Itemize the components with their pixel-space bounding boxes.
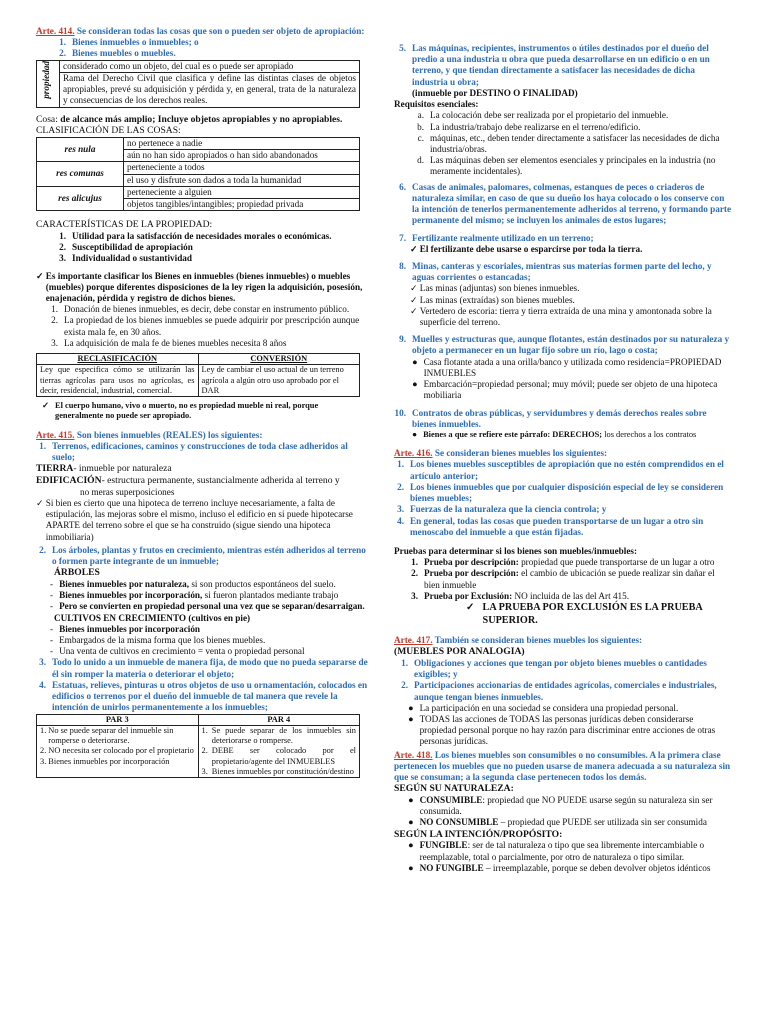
list-item: 3. Individualidad o sustantividad: [59, 253, 193, 264]
check-item: ✓ Las minas (adjuntas) son bienes inmuebles.: [410, 283, 580, 294]
list-item: 1. Utilidad para la satisfacción de necesidades morales o económicas.: [59, 230, 332, 241]
article-417-list: [394, 658, 732, 703]
bullet-item: ● Bienes a que se refiere este párrafo: DERECHOS; los derechos a los contratos: [412, 430, 697, 439]
table-cell: considerado como un objeto, del cual es o puede ser apropiado: [60, 60, 360, 72]
pruebas-list: [394, 557, 732, 602]
list-item: 10. Contratos de obras públicas, y servidumbres y demás derechos reales sobre bienes inmuebles.: [394, 407, 707, 429]
list-item: 3. Fuerzas de la naturaleza que la ciencia controla; y: [397, 504, 607, 515]
caracteristicas-title: CARACTERÍSTICAS DE LA PROPIEDAD:: [36, 219, 213, 231]
check-icon: ✓: [410, 283, 418, 294]
table-cell: Rama del Derecho Civil que clasifica y define las distintas clases de objetos apropiables, prevé su adquisición y pérdida y, en general, trata de la naturaleza y consecuencias de los derechos reales.: [60, 72, 360, 107]
table-header: RECLASIFICACIÓN: [37, 354, 199, 365]
list-item: 1. Los bienes muebles susceptibles de apropiación que no estén comprendidos en el artículo anterior;: [397, 459, 724, 481]
pruebas-title: Pruebas para determinar si los bienes son muebles/inmuebles:: [394, 546, 638, 556]
list-item: 9. Muelles y estructuras que, aunque flotantes, están destinados por su naturaleza y objeto a permanecer en un lugar fijo sobre un río, lago o costa;: [399, 334, 730, 356]
article-414: Arte. 414. Se consideran todas las cosas que son o pueden ser objeto de apropiación:: [36, 26, 365, 36]
article-ref: Arte. 414.: [36, 26, 75, 36]
reclasificacion-table: [36, 353, 360, 397]
pruebas-check: ✓ LA PRUEBA POR EXCLUSIÓN ES LA PRUEBA SUPERIOR.: [466, 602, 703, 626]
check-icon: ✓: [36, 497, 44, 508]
arboles-list: [36, 579, 368, 613]
requisitos-list: [394, 110, 732, 177]
list-item: 2. Susceptibilidad de apropiación: [59, 242, 193, 253]
edificacion-line: EDIFICACIÓN- estructura permanente, sustancialmente adherida al terreno y: [36, 475, 340, 486]
list-item: 7. Fertilizante realmente utilizado en un terreno;: [399, 232, 594, 243]
r10-bullet: [394, 430, 732, 440]
right-column: [394, 43, 732, 874]
list-item: 4. Estatuas, relieves, pinturas u otros objetos de uso u ornamentación, colocados en edificios o terrenos por el dueño del inmueble de tal manera que revele la intención de unirlos permanentemente a los inmuebles;: [39, 679, 368, 713]
list-item: b. La industria/trabajo debe realizarse en el terreno/edificio.: [417, 121, 641, 132]
cuerpo-note: ✓ El cuerpo humano, vivo o muerto, no es propiedad mueble ni real, porque generalmente no puede ser apropiado.: [42, 401, 319, 421]
intencion-list: [394, 840, 732, 874]
table-header: PAR 3: [37, 714, 199, 725]
bullet-item: ● TODAS las acciones de TODAS las personas jurídicas deben considerarse propiedad personal porque no hay razón para discriminar entre acciones de otras personas jurídicas.: [408, 713, 716, 747]
list-item: - Embargados de la misma forma que los bienes muebles.: [50, 635, 266, 646]
list-item: 3. La adquisición de mala fe de bienes muebles necesita 8 años: [51, 337, 287, 348]
table-cell: res alicujus: [37, 186, 124, 210]
list-item: 6. Casas de animales, palomares, colmenas, estanques de peces o criaderos de naturaleza similar, en caso de que su dueño los haya colocado o los conserve con la intención de tenerlos permanentemente adheridos al terreno, y formando parte permanente del mismo; se incluyen los animales de estos lugares;: [399, 181, 732, 226]
arboles-title: ÁRBOLES: [54, 567, 100, 579]
article-416-list: [394, 459, 732, 538]
list-item: 2. Los bienes inmuebles que por cualquier disposición especial de ley se consideren bienes muebles;: [397, 481, 724, 504]
cultivos-title: CULTIVOS EN CRECIMIENTO (cultivos en pie): [54, 612, 251, 623]
list-item: 1. Prueba por descripción: propiedad que puede transportarse de un lugar a otro: [411, 557, 715, 568]
article-417-sub: (MUEBLES POR ANALOGIA): [394, 646, 525, 658]
naturaleza-list: [394, 795, 732, 829]
article-417: Arte. 417. También se consideran bienes muebles los siguientes:: [394, 634, 643, 645]
list-item: 2. Bienes muebles o muebles.: [59, 48, 176, 59]
table-cell: 1. No se puede separar del inmueble sin romperse o deteriorarse. 2. NO necesita ser colocado por el propietario 3. Bienes inmuebles por incorporación: [37, 725, 199, 777]
naturaleza-title: SEGÚN SU NATURALEZA:: [394, 783, 514, 795]
table-cell: res comunas: [37, 162, 124, 186]
importante-note: ✓ Es importante clasificar los Bienes en inmuebles (bienes inmuebles) o muebles (muebles) porque diferentes disposiciones de la ley rigen la adquisición, posesión, enajenación, pérdida y registro de dichos bienes.: [36, 270, 363, 304]
list-item: 3. Prueba por Exclusión: NO incluida de las del Art 415.: [411, 590, 630, 601]
r5-note: (inmueble por DESTINO O FINALIDAD): [412, 87, 578, 98]
bullet-item: ● FUNGIBLE: ser de tal naturaleza o tipo que sea libremente intercambiable o reemplazable, total o parcialmente, por otro de naturaleza o tipo similar.: [408, 840, 705, 862]
list-item: - Pero se convierten en propiedad personal una vez que se separan/desarraigan.: [50, 601, 365, 612]
cosa-definition: Cosa: de alcance más amplio; Incluye objetos apropiables y no apropiables.: [36, 113, 343, 125]
article-417-bullets: [394, 703, 732, 748]
check-item: ✓ Vertedero de escoria: tierra y tierra extraída de una mina y amontonada sobre la superficie del terreno.: [410, 305, 712, 328]
clasificacion-table: res nula no pertenece a nadie aún no han sido apropiados o han sido abandonados res comunas perteneciente a todos el uso y disfrute son dados a toda la humanidad res alicujus perteneciente a alguien objetos tangibles/intangibles; propiedad privada: [36, 137, 360, 211]
check-icon: ✓: [42, 401, 50, 411]
left-column: [36, 26, 368, 778]
list-item: c. máquinas, etc., deben tender directamente a satisfacer las necesidades de dicha industria/obras.: [417, 132, 720, 154]
hipoteca-note: ✓ Si bien es cierto que una hipoteca de terreno incluye necesariamente, a falta de estipulación, las mejoras sobre el mismo, incluso el edificio en si puede hipotecarse APARTE del terreno sobre el que se ha construido (sigue siendo una hipoteca inmobiliaria): [36, 497, 353, 542]
check-icon: ✓: [410, 294, 418, 305]
check-icon: ✓: [466, 602, 475, 614]
bullet-item: ● NO CONSUMIBLE – propiedad que PUEDE ser utilizada sin ser consumida: [408, 817, 707, 828]
check-item: ✓ El fertilizante debe usarse o esparcirse por toda la tierra.: [410, 243, 643, 254]
article-418: Arte. 418. Los bienes muebles son consumibles o no consumibles. A la primera clase pertenecen los muebles que no pueden usarse de manera adecuada a su naturaleza sin que se consuman; a la segunda clase pertenecen todos los demás.: [394, 749, 731, 783]
article-415: Arte. 415. Son bienes inmuebles (REALES) los siguientes:: [36, 429, 263, 440]
bullet-item: ● NO FUNGIBLE – irreemplazable, porque se deben devolver objetos idénticos: [408, 862, 711, 873]
list-item: a. La colocación debe ser realizada por el propietario del inmueble.: [417, 110, 669, 121]
list-item: d. Las máquinas deben ser elementos esenciales y principales en la industria (no meramente incidentales).: [417, 155, 716, 177]
importante-list: [36, 304, 368, 349]
table-cell: Ley de cambiar el uso actual de un terreno agrícola a algún otro uso aprobado por el DAR: [198, 365, 360, 397]
list-item: - Bienes inmuebles por incorporación: [50, 623, 201, 634]
list-item: - Bienes inmuebles por naturaleza, si son productos espontáneos del suelo.: [50, 578, 336, 589]
check-icon: ✓: [36, 270, 44, 281]
list-item: 2. Participaciones accionarias de entidades agrícolas, comerciales e industriales, aunque tengan bienes inmuebles.: [401, 680, 717, 702]
list-item: 1. Terrenos, edificaciones, caminos y construcciones de toda clase adheridos al suelo;: [39, 440, 348, 463]
par-table: [36, 714, 360, 779]
article-416: Arte. 416. Se consideran bienes muebles los siguientes:: [394, 448, 608, 459]
bullet-item: ● La participación en una sociedad se considera una propiedad personal.: [408, 702, 679, 713]
table-cell: res nula: [37, 137, 124, 161]
list-item: - Una venta de cultivos en crecimiento = venta o propiedad personal: [50, 646, 305, 657]
list-item: 1. Donación de bienes inmuebles, es decir, debe constar en instrumento público.: [51, 304, 350, 315]
table-cell: Ley que especifica cómo se utilizarán las tierras agrícolas para usos no agrícolas, es decir, residencial, industrial, comercial.: [37, 365, 199, 397]
list-item: 5. Las máquinas, recipientes, instrumentos o útiles destinados por el dueño del predio a una industria u obra que pueda desarrollarse en un edificio o en un terreno, y que tiendan directamente a satisfacer las necesidades de dicha industria u obra;: [399, 43, 710, 87]
r9-bullets: [394, 357, 732, 402]
clasificacion-title: CLASIFICACIÓN DE LAS COSAS:: [36, 125, 181, 137]
propiedad-table: [36, 60, 360, 108]
r8-checks: [394, 283, 732, 328]
caracteristicas-list: [36, 231, 368, 265]
check-icon: ✓: [410, 243, 418, 254]
cultivos-list: [36, 624, 368, 658]
list-item: 1. Obligaciones y acciones que tengan por objeto bienes muebles o cantidades exigibles; y: [401, 657, 707, 680]
propiedad-label: propiedad: [41, 60, 51, 99]
check-icon: ✓: [410, 305, 418, 316]
tierra-line: TIERRA- inmueble por naturaleza: [36, 463, 172, 475]
bullet-item: ● Embarcación=propiedad personal; muy móvil; puede ser objeto de una hipoteca mobiliaria: [412, 379, 718, 401]
list-item: 1. Bienes inmuebles o inmuebles; o: [59, 37, 199, 48]
list-item: 2. Prueba por descripción: el cambio de ubicación se puede realizar sin dañar el bien inmueble: [411, 568, 715, 590]
list-item: 8. Minas, canteras y escoriales, mientras sus materias formen parte del lecho, y aguas corrientes o estancadas;: [399, 260, 712, 283]
requisitos-title: Requisitos esenciales:: [394, 99, 479, 110]
table-header: CONVERSIÓN: [198, 354, 360, 365]
article-414-list: [36, 37, 368, 59]
bullet-item: ● CONSUMIBLE: propiedad que NO PUEDE usarse según su naturaleza sin ser consumida.: [408, 795, 713, 817]
list-item: - Bienes inmuebles por incorporación, si fueron plantados mediante trabajo: [50, 590, 339, 601]
table-cell: 1. Se puede separar de los inmuebles sin deteriorarse o romperse. 2. DEBE ser colocado por el propietario/agente del INMUEBLES 3. Bienes inmuebles por constitución/destino: [198, 725, 360, 777]
list-item: 4. En general, todas las cosas que pueden transportarse de un lugar a otro sin menoscabo del inmueble a que están fijadas.: [397, 515, 704, 537]
intencion-title: SEGÚN LA INTENCIÓN/PROPÓSITO:: [394, 828, 563, 840]
list-item: 2. La propiedad de los bienes inmuebles se puede adquirir por prescripción aunque exista mala fe, en 30 años.: [51, 315, 360, 337]
bullet-item: ● Casa flotante atada a una orilla/banco y utilizada como residencia=PROPIEDAD INMUEBLES: [412, 356, 722, 378]
table-header: PAR 4: [198, 714, 360, 725]
list-item: 2. Los árboles, plantas y frutos en crecimiento, mientras estén adheridos al terreno o formen parte integrante de un inmueble;: [39, 544, 366, 567]
check-item: ✓ Las minas (extraídas) son bienes muebles.: [410, 294, 575, 305]
list-item: 3. Todo lo unido a un inmueble de manera fija, de modo que no pueda separarse de él sin romper la materia o deteriorar el objeto;: [39, 657, 368, 679]
superposiciones-line: no meras superposiciones: [80, 486, 175, 497]
